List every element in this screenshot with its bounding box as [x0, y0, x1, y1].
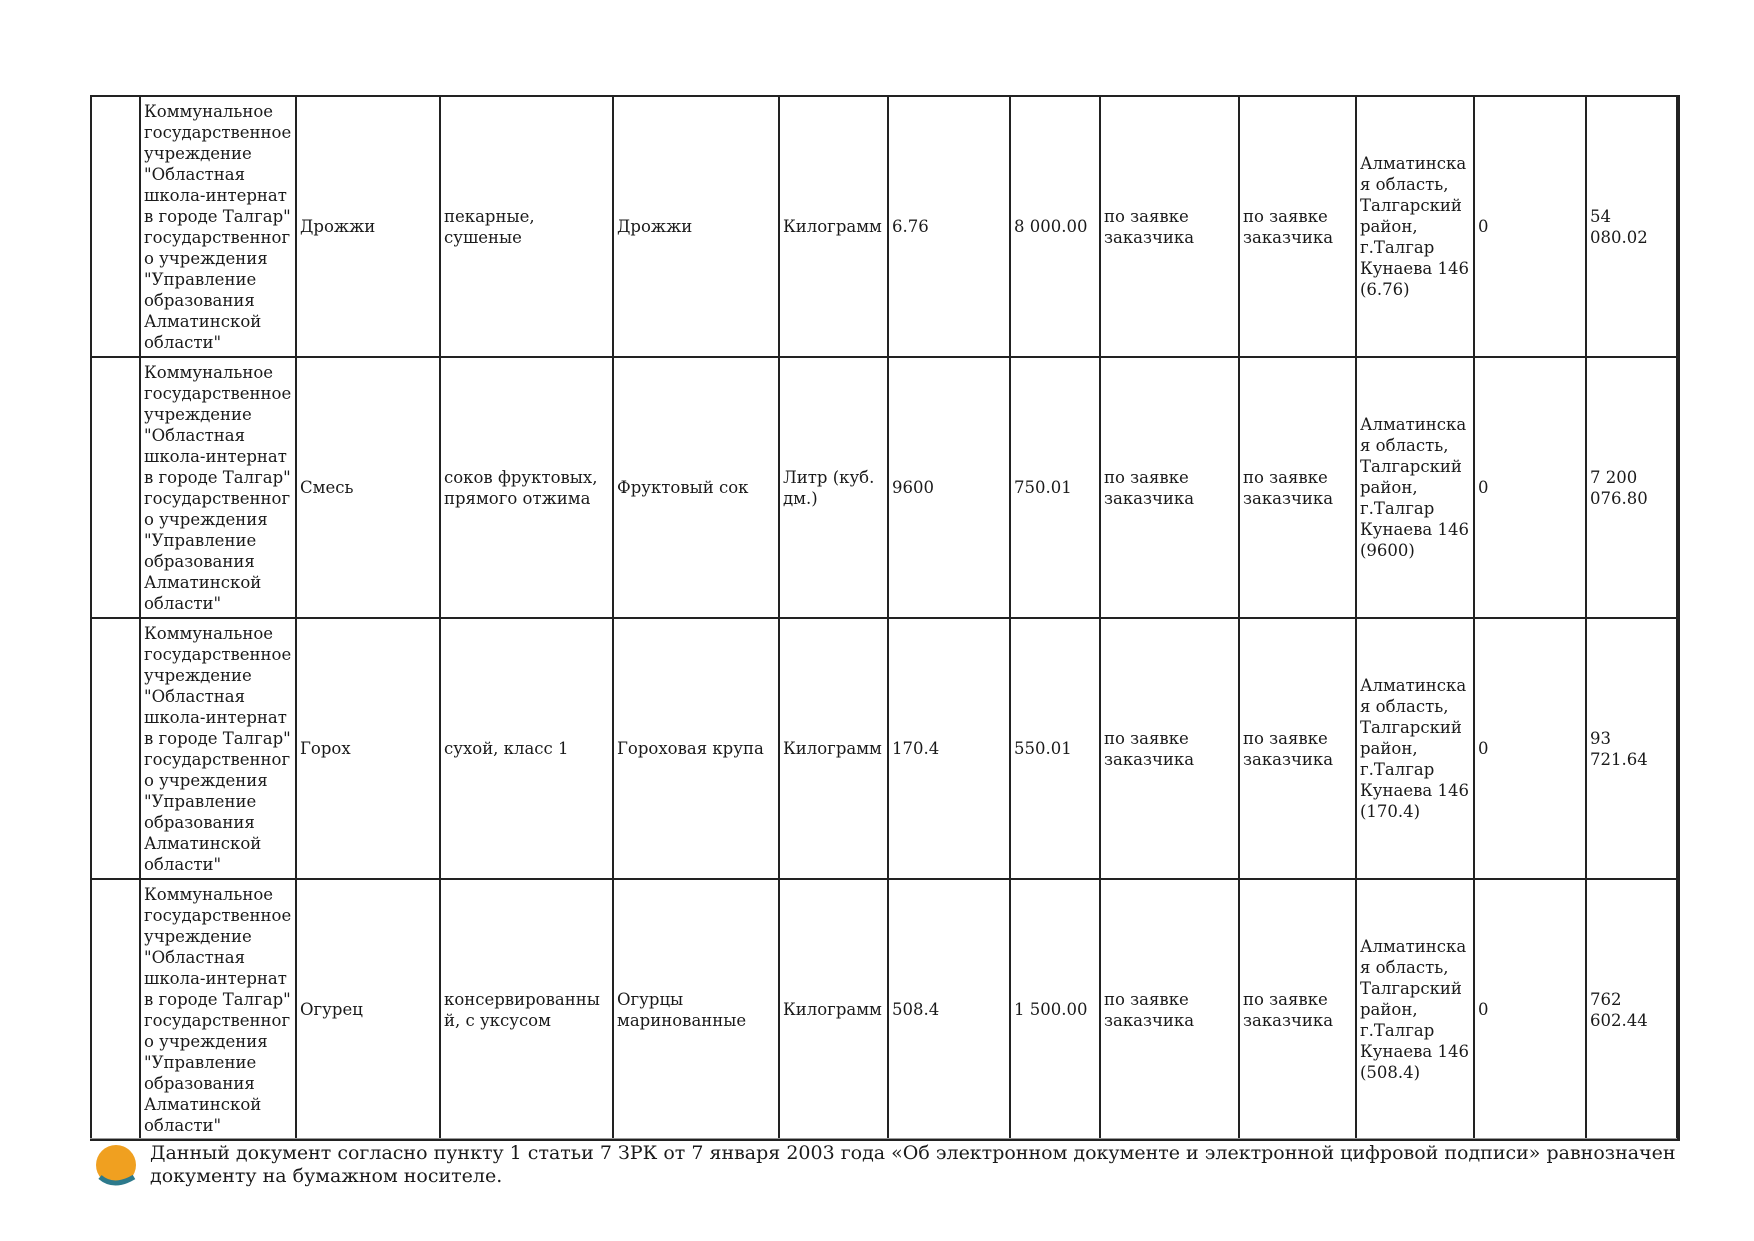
delivery-condition-cell: по заявке заказчика: [1239, 96, 1356, 357]
customer-cell: Коммунальное государственное учреждение "Областная школа-интернат в городе Талгар" государственного учреждения "Управление образования Алматинской области": [140, 879, 296, 1140]
advance-cell: 0: [1474, 357, 1586, 618]
footer-divider: [90, 1138, 1677, 1139]
item-name-cell: Огурец: [296, 879, 440, 1140]
price-cell: 1 500.00: [1010, 879, 1100, 1140]
procurement-table: [90, 95, 1680, 1141]
sum-cell: 54 080.02: [1586, 96, 1678, 357]
item-characteristic-cell: сухой, класс 1: [440, 618, 613, 879]
delivery-term-cell: по заявке заказчика: [1100, 879, 1239, 1140]
delivery-term-cell: по заявке заказчика: [1100, 357, 1239, 618]
price-cell: 8 000.00: [1010, 96, 1100, 357]
egov-sun-logo-icon: [94, 1143, 142, 1191]
table-row: [91, 879, 1678, 1140]
item-characteristic-cell: пекарные, сушеные: [440, 96, 613, 357]
unit-cell: Килограмм: [779, 618, 888, 879]
row-number-cell: [91, 96, 140, 357]
delivery-place-cell: Алматинская область, Талгарский район, г.Талгар Кунаева 146 (508.4): [1356, 879, 1474, 1140]
row-number-cell: [91, 357, 140, 618]
item-description-cell: Фруктовый сок: [613, 357, 779, 618]
item-description-cell: Гороховая крупа: [613, 618, 779, 879]
sum-cell: 762 602.44: [1586, 879, 1678, 1140]
unit-cell: Литр (куб. дм.): [779, 357, 888, 618]
item-description-cell: Дрожжи: [613, 96, 779, 357]
advance-cell: 0: [1474, 879, 1586, 1140]
quantity-cell: 6.76: [888, 96, 1010, 357]
item-characteristic-cell: консервированный, с уксусом: [440, 879, 613, 1140]
delivery-condition-cell: по заявке заказчика: [1239, 357, 1356, 618]
price-cell: 550.01: [1010, 618, 1100, 879]
table-row: [91, 96, 1678, 357]
advance-cell: 0: [1474, 96, 1586, 357]
delivery-term-cell: по заявке заказчика: [1100, 618, 1239, 879]
quantity-cell: 508.4: [888, 879, 1010, 1140]
item-name-cell: Смесь: [296, 357, 440, 618]
item-name-cell: Горох: [296, 618, 440, 879]
row-number-cell: [91, 618, 140, 879]
delivery-place-cell: Алматинская область, Талгарский район, г.Талгар Кунаева 146 (170.4): [1356, 618, 1474, 879]
row-number-cell: [91, 879, 140, 1140]
item-characteristic-cell: соков фруктовых, прямого отжима: [440, 357, 613, 618]
legal-notice: Данный документ согласно пункту 1 статьи 7 ЗРК от 7 января 2003 года «Об электронном документе и электронной цифровой подписи» равнозначен документу на бумажном носителе.: [150, 1142, 1676, 1187]
item-description-cell: Огурцы маринованные: [613, 879, 779, 1140]
unit-cell: Килограмм: [779, 96, 888, 357]
customer-cell: Коммунальное государственное учреждение "Областная школа-интернат в городе Талгар" государственного учреждения "Управление образования Алматинской области": [140, 96, 296, 357]
sum-cell: 93 721.64: [1586, 618, 1678, 879]
advance-cell: 0: [1474, 618, 1586, 879]
delivery-condition-cell: по заявке заказчика: [1239, 879, 1356, 1140]
customer-cell: Коммунальное государственное учреждение "Областная школа-интернат в городе Талгар" государственного учреждения "Управление образования Алматинской области": [140, 618, 296, 879]
item-name-cell: Дрожжи: [296, 96, 440, 357]
quantity-cell: 9600: [888, 357, 1010, 618]
table-row: [91, 618, 1678, 879]
delivery-place-cell: Алматинская область, Талгарский район, г.Талгар Кунаева 146 (6.76): [1356, 96, 1474, 357]
sum-cell: 7 200 076.80: [1586, 357, 1678, 618]
price-cell: 750.01: [1010, 357, 1100, 618]
delivery-place-cell: Алматинская область, Талгарский район, г.Талгар Кунаева 146 (9600): [1356, 357, 1474, 618]
customer-cell: Коммунальное государственное учреждение "Областная школа-интернат в городе Талгар" государственного учреждения "Управление образования Алматинской области": [140, 357, 296, 618]
quantity-cell: 170.4: [888, 618, 1010, 879]
delivery-condition-cell: по заявке заказчика: [1239, 618, 1356, 879]
unit-cell: Килограмм: [779, 879, 888, 1140]
delivery-term-cell: по заявке заказчика: [1100, 96, 1239, 357]
table-row: [91, 357, 1678, 618]
